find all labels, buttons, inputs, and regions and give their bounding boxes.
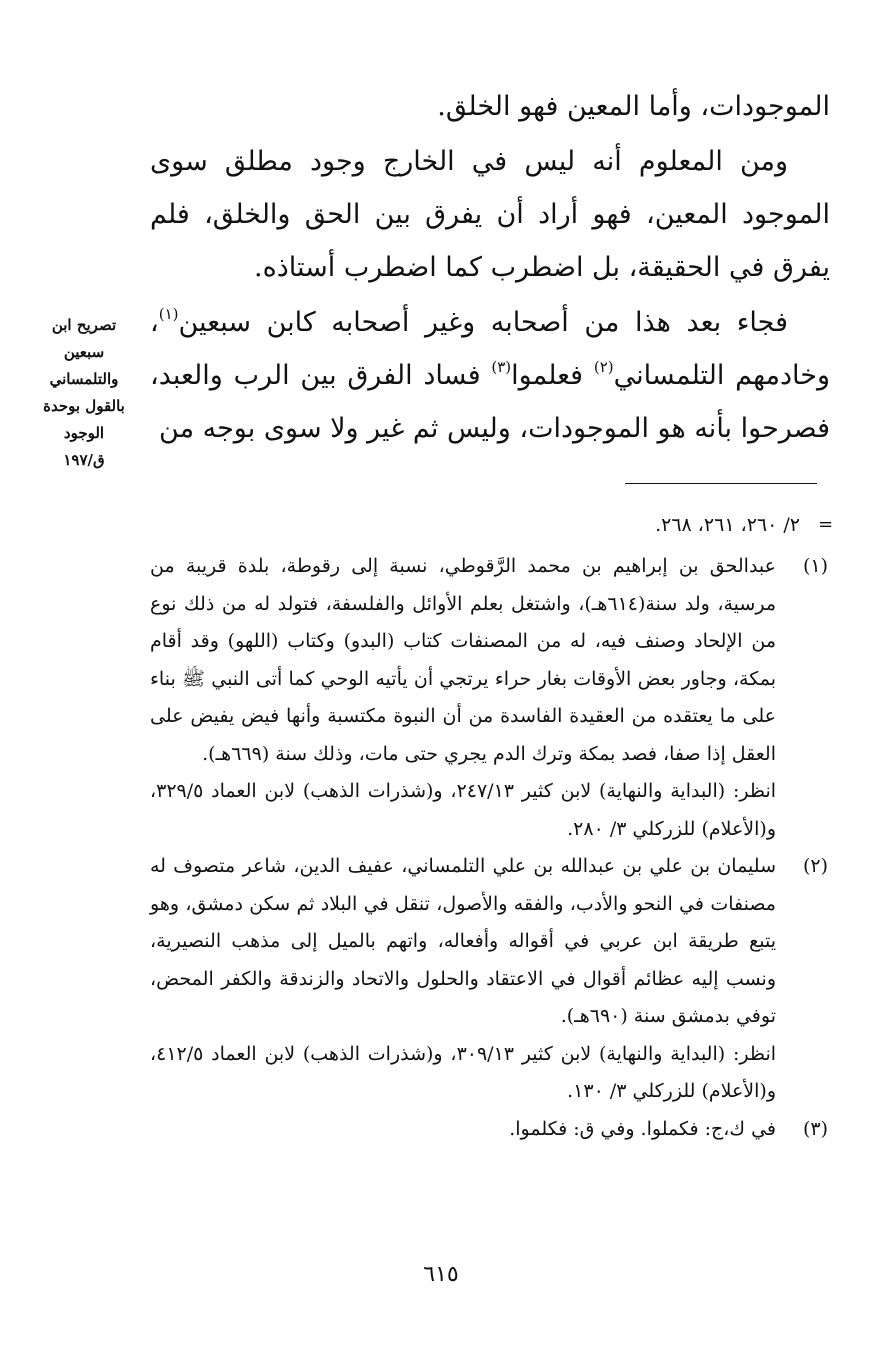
footnote-paragraph: عبدالحق بن إبراهيم بن محمد الرَّقوطي، نسبة إلى رقوطة، بلدة قريبة من مرسية، ولد سنة(٦١٤هـ)، واشتغل بعلم الأوائل والفلسفة، فتولد له من ذلك نوع من الإلحاد وصنف فيه، له من المصنفات كتاب (البدو) وكتاب (اللهو) وقد أقام بمكة، وجاور بعض الأوقات بغار حراء يرتجي أن يأتيه الوحي كما أتى النبي ﷺ بناء على ما يعتقده من العقيدة الفاسدة من أن النبوة مكتسبة وأنها فيض يفيض على العقل إذا صفا، فصد بمكة وترك الدم يجري حتى مات، وذلك سنة (٦٦٩هـ). [150,555,776,765]
footnote-number: (٣) [802,1117,828,1140]
margin-note [30,312,138,474]
main-text-segment: ومن المعلوم أنه ليس في الخارج وجود مطلق سوى الموجود المعين، فهو أراد أن يفرق بين الحق والخلق، فلم يفرق في الحقيقة، بل اضطرب كما اضطرب أستاذه. [150,146,830,283]
footnote-separator [625,483,817,484]
main-text-segment: فعلموا [511,360,594,391]
footnote-paragraph: سليمان بن علي بن عبدالله بن علي التلمساني، عفيف الدين، شاعر متصوف له مصنفات في النحو والأدب، والفقه والأصول، تنقل في البلاد ثم سكن دمشق، وهو يتبع طريقة ابن عربي في أقواله وأفعاله، واتهم بالميل إلى مذهب النصيرية، ونسب إليه عظائم أقوال في الاعتقاد والحلول والاتحاد والزندقة والكفر المحض، توفي بدمشق سنة (٦٩٠هـ). [150,855,776,1027]
margin-note-line: سبعين [63,343,105,361]
main-text-segment: الموجودات، وأما المعين فهو الخلق. [437,91,830,122]
margin-note-line: والتلمساني [49,370,119,388]
footnotes [150,548,828,1148]
footnote-body [150,548,776,848]
footnote-number: (١) [802,555,828,577]
footnote-2 [150,848,828,1111]
main-text-segment: فساد الفرق بين الرب والعبد، فصرحوا بأنه هو الموجودات، وليس ثم غير ولا سوى بوجه من [150,360,830,444]
footnote-3 [150,1111,828,1149]
margin-note-line: الوجود [63,424,105,442]
page-number: ٦١٥ [423,1262,459,1287]
footnote-paragraph: انظر: (البداية والنهاية) لابن كثير ٢٤٧/١٣، و(شذرات الذهب) لابن العماد ٣٢٩/٥، و(الأعلام) للزركلي ٣/ ٢٨٠. [150,780,777,840]
footnote-1 [150,548,828,848]
footnote-body [150,1111,776,1149]
main-paragraph-3 [150,296,830,455]
footnote-number: (٢) [802,855,828,877]
footnote-body [150,848,776,1111]
main-text-segment: فجاء بعد هذا من أصحابه وغير أصحابه كابن سبعين [178,307,788,338]
margin-note-line: ق/١٩٧ [63,451,105,469]
margin-note-line: بالقول بوحدة [43,397,125,415]
footnote-paragraph: في ك،ج: فكملوا. وفي ق: فكلموا. [509,1117,776,1140]
footnote-ref-2: (٢) [593,358,614,376]
main-text [150,80,830,455]
main-text-segment: ، وخادمهم التلمساني [150,307,830,391]
footnote-ref-1: (١) [158,305,179,323]
footnote-ref-3: (٣) [491,358,512,376]
main-paragraph-2 [150,135,830,294]
footnote-paragraph: انظر: (البداية والنهاية) لابن كثير ٣٠٩/١٣، و(شذرات الذهب) لابن العماد ٤١٢/٥، و(الأعلام) للزركلي ٣/ ١٣٠. [150,1042,777,1102]
footnote-continuation: ٢/ ٢٦٠، ٢٦١، ٢٦٨. [655,514,800,536]
main-paragraph-1 [150,80,830,133]
margin-note-line: تصريح ابن [51,316,117,334]
footnote-continuation-mark: = [818,514,834,535]
